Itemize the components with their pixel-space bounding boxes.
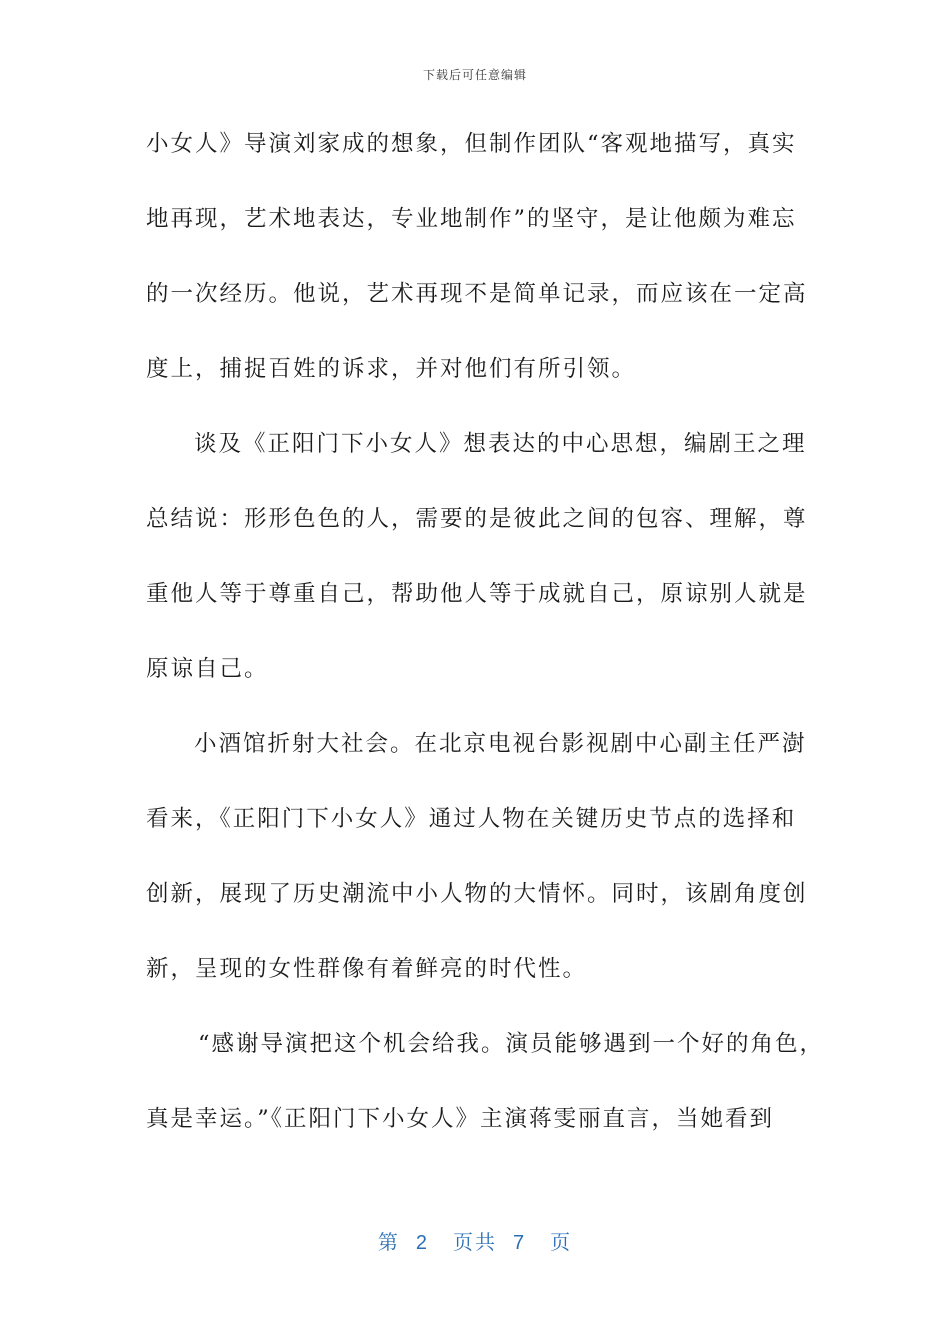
document-body: [146, 118, 825, 1168]
text-line: 看来，《正阳门下小女人》通过人物在关键历史节点的选择和: [146, 806, 797, 832]
text-line: 度上，捕捉百姓的诉求，并对他们有所引领。: [146, 356, 637, 382]
text-line: 总结说：形形色色的人，需要的是彼此之间的包容、理解，尊: [146, 506, 808, 532]
text-line: 原谅自己。: [146, 656, 269, 682]
paragraph-start-line: 小酒馆折射大社会。在北京电视台影视剧中心副主任严澍: [194, 731, 807, 757]
text-line: 真是幸运。”《正阳门下小女人》主演蒋雯丽直言，当她看到: [146, 1106, 775, 1132]
page-suffix: 页: [550, 1232, 573, 1254]
text-line: 的一次经历。他说，艺术再现不是简单记录，而应该在一定高: [146, 281, 808, 307]
text-line: 小女人》导演刘家成的想象，但制作团队“客观地描写，真实: [146, 131, 797, 157]
paragraph-start-line: 谈及《正阳门下小女人》想表达的中心思想，编剧王之理: [194, 431, 807, 457]
text-line: 新，呈现的女性群像有着鲜亮的时代性。: [146, 956, 588, 982]
page-prefix: 第: [377, 1232, 400, 1254]
paragraph-start-line: “感谢导演把这个机会给我。演员能够遇到一个好的角色，: [198, 1031, 825, 1057]
current-page-number: 2: [415, 1232, 429, 1254]
page-number-footer: [0, 1226, 950, 1255]
total-page-number: 7: [513, 1232, 527, 1254]
page-middle: 页共: [453, 1232, 497, 1254]
text-line: 创新，展现了历史潮流中小人物的大情怀。同时，该剧角度创: [146, 881, 808, 907]
text-line: 地再现，艺术地表达，专业地制作”的坚守，是让他颇为难忘: [146, 206, 797, 232]
page-header-note: 下载后可任意编辑: [422, 68, 527, 82]
text-line: 重他人等于尊重自己，帮助他人等于成就自己，原谅别人就是: [146, 581, 808, 607]
